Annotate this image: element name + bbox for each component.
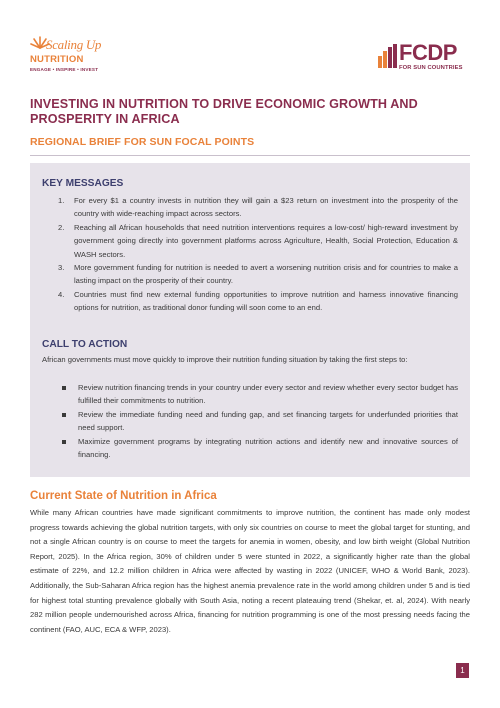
- list-item: [40, 194, 458, 221]
- list-item: [40, 221, 458, 261]
- page-title: INVESTING IN NUTRITION TO DRIVE ECONOMIC GROWTH AND PROSPERITY IN AFRICA: [30, 97, 418, 126]
- list-item: [40, 288, 458, 315]
- page-subtitle: REGIONAL BRIEF FOR SUN FOCAL POINTS: [30, 136, 255, 148]
- list-item: [40, 408, 458, 435]
- list-text: Countries must find new external funding opportunities to improve nutrition and harness innovative financing options for nutrition, as traditional donor funding will soon come to an end.: [74, 289, 458, 313]
- list-text: Review the immediate funding need and funding gap, and set financing targets for underfunded priorities that need support.: [78, 409, 458, 433]
- key-messages-heading: KEY MESSAGES: [42, 178, 124, 189]
- page-number: 1: [456, 663, 469, 678]
- section-body: While many African countries have made significant commitments to improve nutrition, the continent has made only modest progress towards achieving the global nutrition targets, with only six countries on course to meet the global target for stunting, and not a single African country is on course to meet the targets for anemia in women, obesity, and low birth weight (Global Nutrition Report, 2025). In the Africa region, 30% of children under 5 were stunted in 2022, a significantly higher rate than the global estimate of 22%, and 12.2 million children in Africa were affected by wasting in 2022 (UNICEF, WHO & World Bank, 2023). Additionally, the Sub-Saharan Africa region has the highest anemia prevalence rate in the world among children under 5 and is tied for highest total stunting prevalence globally with South Asia, noting a recent plateauing trend (Shekar, et. al, 2024). With nearly 282 million people undernourished across Africa, financing for nutrition programming is one of the most pressing needs facing the continent (FAO, AUC, ECA & WFP, 2023).: [30, 508, 470, 634]
- sun-logo-nutrition: NUTRITION: [30, 54, 84, 65]
- fcdp-logo-word: FCDP: [399, 40, 457, 65]
- call-to-action-heading: CALL TO ACTION: [42, 339, 128, 350]
- list-number: 4.: [58, 289, 65, 299]
- fcdp-logo: [372, 40, 472, 76]
- list-item: [40, 261, 458, 288]
- bullet-icon: [62, 386, 66, 390]
- list-item: [40, 435, 458, 462]
- sun-logo-tagline: ENGAGE • INSPIRE • INVEST: [30, 67, 99, 72]
- bullet-icon: [62, 413, 66, 417]
- list-text: Review nutrition financing trends in your country under every sector and review whether every sector budget has fulfilled their commitments to nutrition.: [78, 383, 458, 406]
- bullet-icon: [62, 440, 66, 444]
- fcdp-logo-subtitle: FOR SUN COUNTRIES: [399, 65, 463, 71]
- list-text: Maximize government programs by integrating nutrition actions and identify new and innovative sources of financing.: [78, 436, 458, 460]
- list-number: 2.: [58, 222, 65, 232]
- key-messages-list: [40, 194, 458, 315]
- call-to-action-intro: African governments must move quickly to improve their nutrition funding situation by taking the first steps to:: [42, 355, 408, 364]
- list-number: 1.: [58, 196, 65, 205]
- list-text: For every $1 a country invests in nutrition they will gain a $23 return on investment into the prosperity of the country with wide-reaching impact across sectors.: [74, 196, 458, 219]
- sun-logo: [28, 34, 118, 80]
- sun-logo-word: Scaling Up: [46, 37, 102, 52]
- list-item: [40, 381, 458, 408]
- fcdp-bars-icon: [378, 44, 398, 68]
- list-number: 3.: [58, 263, 65, 273]
- title-divider: [30, 155, 470, 156]
- call-to-action-list: [40, 381, 458, 461]
- list-text: Reaching all African households that need nutrition interventions requires a low-cost/ high-reward investment by government going directly into government platforms across Agriculture, Health, Social Protection, Education & WASH sectors.: [74, 222, 458, 259]
- list-text: More government funding for nutrition is needed to avert a worsening nutrition crisis and for countries to make a lasting impact on the prosperity of their country.: [74, 263, 458, 286]
- section-heading: Current State of Nutrition in Africa: [30, 490, 217, 502]
